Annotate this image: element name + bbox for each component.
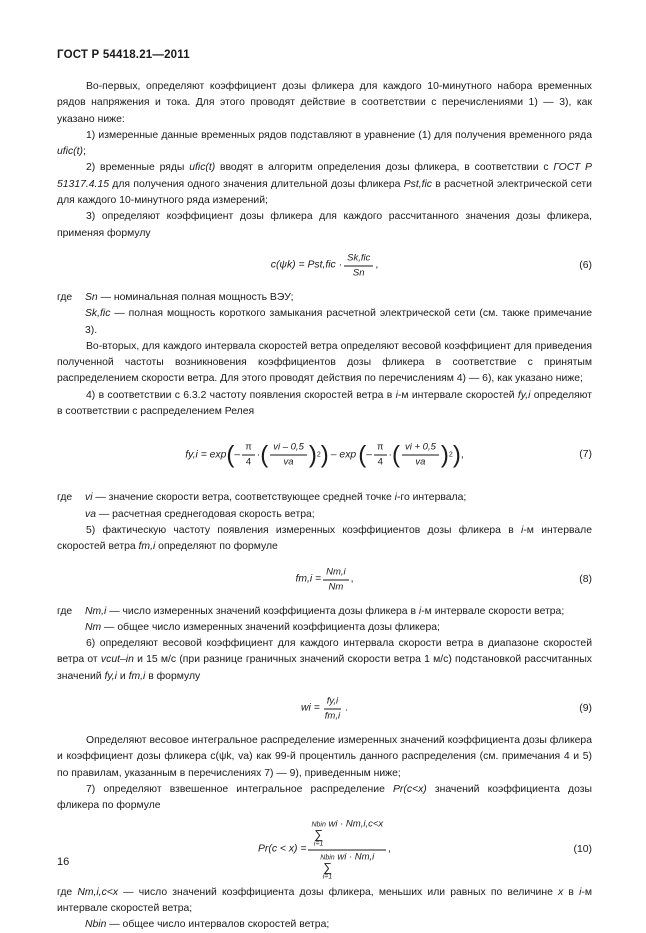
equation-number: (9) [579, 702, 592, 714]
paren-close: ) [320, 441, 329, 469]
symbol: fy,i [104, 670, 117, 682]
numerator-expression: wi · Nm,i,c<x [328, 818, 384, 829]
text-run: где [57, 605, 73, 617]
standard-reference: ГОСТ Р 51317.4.15 [57, 162, 592, 190]
symbol: i [521, 524, 524, 536]
symbol: i [418, 605, 422, 617]
numerator [308, 818, 386, 850]
equation-9 [57, 685, 592, 733]
symbol: vcut–in [100, 654, 134, 666]
exponent: 2 [316, 451, 321, 459]
text-run: значений коэффициента дозы фликера по формуле [57, 783, 592, 812]
symbol: fy,i [517, 389, 531, 401]
paren-close: ) [308, 441, 317, 469]
text-run: 1) измеренные данные временных рядов подставляют в уравнение (1) для получения временного ряда [86, 129, 592, 141]
denominator: fm,i [324, 710, 341, 722]
eq-tail: , [375, 259, 379, 271]
text-run: в формулу [145, 670, 201, 682]
denominator: 4 [377, 456, 383, 468]
text-run: в [563, 886, 580, 898]
symbol: Sk,fic [85, 308, 111, 320]
paren-open: ( [392, 441, 400, 469]
text-run: -м интервале скоростей ветра [57, 524, 592, 553]
page-number: 16 [57, 856, 70, 868]
eq-mid: – exp [330, 449, 357, 461]
symbol: va [85, 508, 96, 520]
text-run: — номинальная полная мощность ВЭУ; [97, 291, 294, 303]
denominator: va [283, 456, 294, 468]
standard-header: ГОСТ Р 54418.21—2011 [57, 49, 190, 61]
symbol: i [395, 389, 398, 401]
eq-tail: , [460, 449, 464, 461]
text-run: где [57, 492, 73, 504]
eq-tail: . [345, 702, 348, 714]
symbol: fm,i [128, 670, 146, 682]
sum-lower-limit: i=1 [313, 840, 324, 847]
numerator: fy,i [324, 696, 341, 710]
text-run: где [57, 886, 78, 898]
fraction [344, 252, 373, 279]
definition [57, 917, 592, 933]
symbol: Nm,i,c<x [77, 886, 119, 898]
numerator: Sk,fic [344, 252, 373, 266]
symbol: Pr(c<x) [392, 783, 427, 795]
text-run: и 15 м/с (при разнице граничных значений скорости ветра 1 м/с) подстановкой рассчитанных значений [57, 654, 592, 682]
sum-upper-limit: Nbin [320, 854, 335, 861]
paragraph: Во-первых, определяют коэффициент дозы фликера для каждого 10-минутного набора временных рядов напряжения и тока. Для этого проводят действие в соответствии с перечислениями 1) — 3), как указано ниже: [57, 81, 592, 125]
denominator: Sn [352, 267, 365, 279]
text-run: -м интервале скоростей [397, 389, 518, 401]
paragraph [57, 128, 592, 161]
text-run: -м интервале скоростей ветра; [57, 886, 592, 914]
text-run: 2) временные ряды [86, 162, 190, 174]
symbol: i [579, 886, 582, 898]
sigma-icon: ∑ [323, 860, 332, 874]
symbol: ufic(t) [189, 162, 216, 174]
paragraph [57, 160, 592, 209]
paragraph [57, 636, 592, 685]
paragraph [57, 388, 592, 421]
definition [57, 507, 592, 523]
denominator: va [415, 456, 426, 468]
numerator: π [374, 442, 387, 456]
symbol: Nbin [85, 919, 107, 931]
text-run: вводят в алгоритм определения дозы фликера, в соответствии с [215, 162, 554, 174]
symbol: x [558, 886, 564, 898]
paren-close: ) [452, 441, 461, 469]
fraction [322, 696, 343, 723]
equation-6 [57, 242, 592, 290]
numerator: vi – 0,5 [270, 442, 307, 456]
text-run: 6) определяют весовой коэффициент для каждого интервала скорости ветра в диапазоне скоростей ветра от [57, 638, 592, 666]
exponent: 2 [448, 451, 453, 459]
sum-lower-limit: i=1 [322, 873, 333, 880]
text-run: — число значений коэффициента дозы фликера, меньших или равных по величине [118, 886, 559, 898]
definition [57, 604, 592, 620]
fraction [308, 818, 386, 881]
denominator: 4 [245, 456, 252, 468]
symbol: Pst,fic [403, 178, 432, 190]
text-run: — полная мощность короткого замыкания расчетной электрической сети (см. также примечание 3). [85, 308, 592, 336]
sum-symbol [311, 821, 325, 848]
equation-8 [57, 556, 592, 604]
numerator: vi + 0,5 [402, 442, 439, 456]
sum-upper-limit: Nbin [311, 821, 326, 828]
fraction [323, 566, 349, 593]
eq-lhs: c(ψk) = Pst,fic · [270, 259, 343, 271]
symbol: vi [85, 492, 93, 504]
paren-open: ( [358, 441, 367, 469]
symbol: Sn [85, 291, 98, 303]
paragraph: 3) определяют коэффициент дозы фликера для каждого рассчитанного значения дозы фликера, применяя формулу [57, 211, 592, 239]
equation-7: fy,i = exp ( – $\frac{\pi}{4}$ · ( $\frac{vi - 0,5}{va}$ ) 2 ) – exp ( – $\frac{\pi}{4}$ · ( $\frac{vi + 0,5}{va}$ ) 2 ) , (7) [185, 441, 592, 469]
denominator-expression: wi · Nm,i [337, 851, 375, 862]
symbol: Nm [85, 621, 102, 633]
paragraph: Определяют весовое интегральное распределение измеренных значений коэффициента дозы фликера и коэффициент дозы фликера c(ψk, va) как 99-й процентиль данного распределения (см. примечания 4 и 5) по правилам, указанным в перечислениях 7) — 9), приведенным ниже; [57, 735, 592, 779]
denominator [317, 850, 377, 881]
definition [57, 490, 592, 506]
fraction [402, 442, 439, 469]
text-run: — общее число интервалов скоростей ветра; [106, 919, 330, 931]
text-run: 7) определяют взвешенное интегральное распределение [86, 783, 393, 795]
symbol: ufic(t) [57, 146, 83, 158]
text-run: определяют в соответствии с распределением Релея [57, 389, 592, 418]
text-run: -м интервале скорости ветра; [421, 605, 565, 617]
text-run: — число измеренных значений коэффициента дозы фликера в [106, 605, 419, 617]
definition [57, 290, 592, 306]
equation-number: (6) [579, 259, 592, 271]
fraction [270, 442, 307, 469]
fraction [374, 442, 387, 469]
paragraph: Во-вторых, для каждого интервала скоростей ветра определяют весовой коэффициент для приведения полученной частоты возникновения коэффициентов дозы фликера в соответствие с принятым распределением скорости ветра. Для этого проводят действия по перечислениям 4) — 6), как указано ниже; [57, 340, 592, 385]
text-run: -го интервала; [396, 492, 467, 504]
denominator: Nm [328, 581, 344, 593]
paren-open: ( [260, 441, 269, 469]
symbol: Nm,i [85, 605, 107, 617]
paragraph [57, 523, 592, 556]
eq-tail: , [388, 843, 392, 855]
text-run: — расчетная среднегодовая скорость ветра; [95, 508, 315, 520]
equation-number: (10) [573, 843, 592, 855]
eq-lhs: fm,i = [295, 573, 322, 585]
symbol: fm,i [138, 541, 156, 553]
paragraph [57, 782, 592, 815]
text-run: ; [82, 146, 86, 158]
eq-lhs: wi = [301, 702, 320, 714]
equation-number: (8) [579, 573, 592, 585]
text-run: 4) в соответствии с 6.3.2 частоту появления скоростей ветра в [86, 389, 396, 401]
sum-symbol [320, 854, 334, 881]
numerator: Nm,i [323, 566, 349, 580]
equation-10 [57, 815, 592, 885]
paren-close: ) [440, 441, 449, 469]
text-run: где [57, 291, 73, 303]
text-run: в расчетной электрической сети для каждого 10-минутного ряда измерений; [57, 178, 592, 207]
definition [57, 620, 592, 636]
eq-tail: , [350, 573, 354, 585]
text-run: определяют по формуле [155, 541, 278, 553]
sigma-icon: ∑ [314, 827, 323, 841]
paren-open: ( [226, 441, 235, 469]
text-run: и [117, 670, 129, 682]
fraction [242, 442, 255, 469]
symbol: i [394, 492, 397, 504]
definition [57, 306, 592, 339]
eq-lhs: fy,i = exp [185, 449, 227, 461]
equation-number: (7) [579, 449, 592, 461]
text-run: 5) фактическую частоту появления измеренных коэффициентов дозы фликера в [86, 524, 522, 536]
numerator: π [242, 442, 255, 456]
text-run: — общее число измеренных значений коэффициента дозы фликера; [101, 621, 440, 633]
eq-lhs: Pr(c < x) = [257, 843, 307, 855]
text-run: — значение скорости ветра, соответствующее средней точке [92, 492, 395, 504]
text-run: для получения одного значения длительной дозы фликера [109, 178, 404, 190]
definition [57, 885, 592, 918]
page-body [57, 79, 592, 933]
